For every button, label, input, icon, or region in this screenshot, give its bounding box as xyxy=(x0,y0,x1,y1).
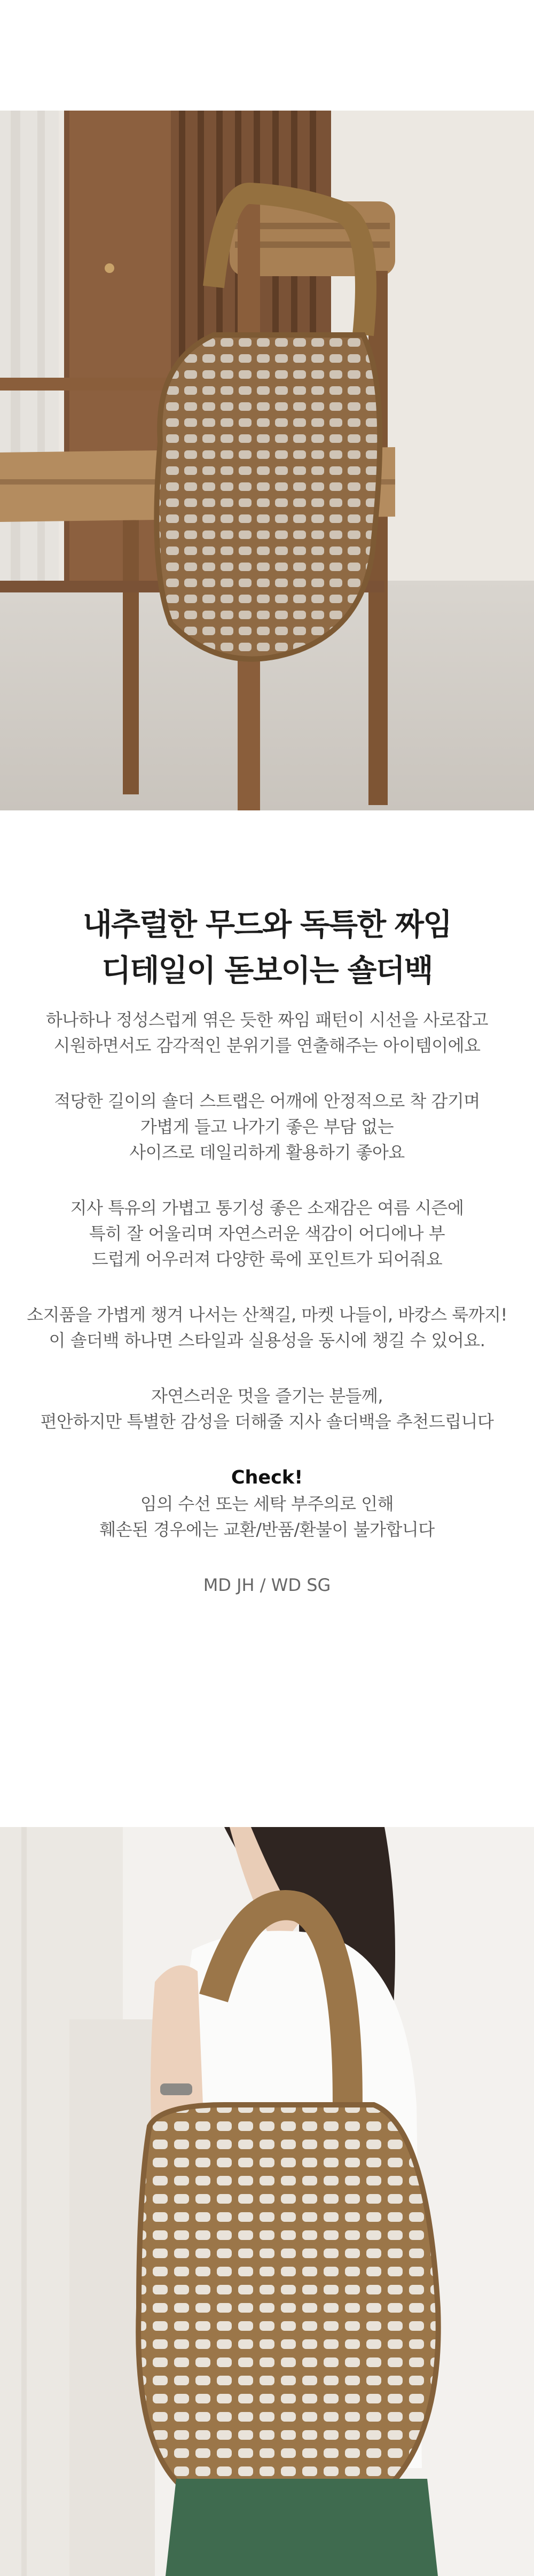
model-bag-photo xyxy=(0,1827,534,2576)
headline-line-2: 디테일이 돋보이는 숄더백 xyxy=(101,953,433,988)
description-line: 소지품을 가볍게 챙겨 나서는 산책길, 마켓 나들이, 바캉스 룩까지! xyxy=(27,1305,507,1325)
description-paragraph xyxy=(0,1302,534,1353)
description-line: 편안하지만 특별한 감성을 더해줄 지사 숄더백을 추천드립니다 xyxy=(40,1411,494,1432)
description-line: 하나하나 정성스럽게 엮은 듯한 짜임 패턴이 시선을 사로잡고 xyxy=(45,1010,488,1030)
description-paragraph xyxy=(0,1088,534,1165)
description-line: 사이즈로 데일리하게 활용하기 좋아요 xyxy=(129,1142,405,1162)
description-line: 드럽게 어우러져 다양한 룩에 포인트가 되어줘요 xyxy=(91,1249,443,1269)
care-notice xyxy=(0,1464,534,1542)
description-line: 시원하면서도 감각적인 분위기를 연출해주는 아이템이에요 xyxy=(53,1035,481,1056)
description-paragraph xyxy=(0,1195,534,1272)
description-paragraph xyxy=(0,1383,534,1434)
product-description xyxy=(0,1007,534,1598)
description-line: 자연스러운 멋을 즐기는 분들께, xyxy=(151,1386,383,1406)
product-photo-chair xyxy=(0,111,534,810)
care-notice-line: 훼손된 경우에는 교환/반품/환불이 불가합니다 xyxy=(99,1519,435,1540)
description-line: 가볍게 들고 나가기 좋은 부담 없는 xyxy=(140,1117,394,1137)
chair-bag-photo xyxy=(0,111,534,810)
care-notice-line: 임의 수선 또는 세탁 부주의로 인해 xyxy=(140,1494,394,1514)
check-title: Check! xyxy=(231,1467,303,1488)
product-photo-model xyxy=(0,1827,534,2576)
headline xyxy=(0,902,534,994)
description-line: 특히 잘 어울리며 자연스러운 색감이 어디에나 부 xyxy=(89,1223,445,1244)
headline-line-1: 내추럴한 무드와 독특한 짜임 xyxy=(82,907,452,942)
description-line: 이 숄더백 하나면 스타일과 실용성을 동시에 챙길 수 있어요. xyxy=(49,1330,485,1351)
md-credit: MD JH / WD SG xyxy=(203,1575,331,1595)
description-paragraph xyxy=(0,1007,534,1058)
description-line: 지사 특유의 가볍고 통기성 좋은 소재감은 여름 시즌에 xyxy=(70,1198,464,1218)
description-line: 적당한 길이의 숄더 스트랩은 어깨에 안정적으로 착 감기며 xyxy=(54,1091,480,1111)
